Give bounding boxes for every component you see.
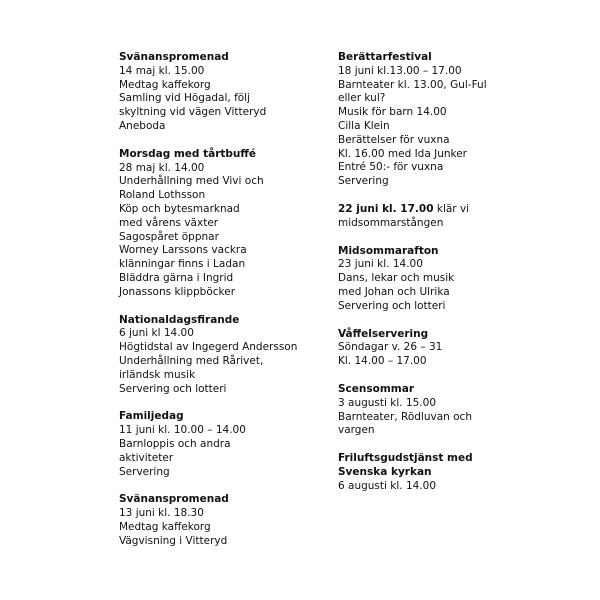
- event-midsommarstang: [338, 203, 568, 231]
- event-line: Barnloppis och andra: [119, 437, 231, 450]
- event-line: Högtidstal av Ingegerd Andersson: [119, 341, 298, 354]
- event-title: Friluftsgudstjänst med: [338, 452, 473, 465]
- event-line: eller kul?: [338, 92, 386, 105]
- event-line: aktiviteter: [119, 451, 174, 464]
- event-familjedag: [119, 410, 349, 479]
- event-scensommar: [338, 383, 568, 438]
- event-line: med vårens växter: [119, 216, 219, 229]
- event-line: irländsk musik: [119, 368, 196, 381]
- event-line: midsommarstången: [338, 216, 444, 229]
- event-line: 3 augusti kl. 15.00: [338, 396, 437, 409]
- event-line: 18 juni kl.13.00 – 17.00: [338, 64, 462, 77]
- event-line: Kl. 16.00 med Ida Junker: [338, 147, 467, 160]
- event-svananspromenad-juni: [119, 493, 349, 548]
- event-line: Bläddra gärna i Ingrid: [119, 271, 234, 284]
- event-line: Köp och bytesmarknad: [119, 202, 240, 215]
- event-title: Familjedag: [119, 410, 184, 423]
- event-title: Scensommar: [338, 382, 414, 395]
- event-line: 6 juni kl 14.00: [119, 327, 194, 340]
- event-line: Sagospåret öppnar: [119, 230, 219, 243]
- event-line: Jonassons klippböcker: [119, 285, 236, 298]
- event-title: Berättarfestival: [338, 51, 432, 63]
- event-title: Morsdag med tårtbuffé: [119, 147, 257, 160]
- event-line: 11 juni kl. 10.00 – 14.00: [119, 424, 246, 437]
- event-line: [338, 203, 568, 217]
- event-morsdag: [119, 148, 349, 300]
- event-line: Musik för barn 14.00: [338, 106, 447, 119]
- event-title: Nationaldagsfirande: [119, 313, 240, 326]
- event-line: Roland Lothsson: [119, 189, 206, 202]
- event-line: vargen: [338, 424, 375, 437]
- event-line: Underhållning med Rårivet,: [119, 354, 264, 367]
- event-line: Entré 50:- för vuxna: [338, 161, 444, 174]
- event-vaffelservering: [338, 328, 568, 369]
- event-line: Aneboda: [119, 119, 166, 132]
- event-title: Midsommarafton: [338, 244, 439, 257]
- event-line: Medtag kaffekorg: [119, 78, 211, 91]
- left-column: [119, 51, 349, 563]
- event-line: Servering: [338, 175, 389, 188]
- event-line: Samling vid Högadal, följ: [119, 92, 251, 105]
- event-line: Worney Larssons vackra: [119, 244, 247, 257]
- event-line: Medtag kaffekorg: [119, 520, 211, 533]
- event-line: Underhållning med Vivi och: [119, 175, 264, 188]
- event-line: 6 augusti kl. 14.00: [338, 479, 437, 492]
- event-line: skyltning vid vägen Vitteryd: [119, 106, 267, 119]
- event-line: Vägvisning i Vitteryd: [119, 534, 228, 547]
- event-line: 13 juni kl. 18.30: [119, 507, 204, 520]
- event-line: Servering: [119, 465, 170, 478]
- event-line: Servering och lotteri: [119, 382, 227, 395]
- event-berattarfestival: [338, 51, 568, 189]
- event-line: 28 maj kl. 14.00: [119, 161, 205, 174]
- event-title: Svänanspromenad: [119, 493, 229, 506]
- event-midsommarafton: [338, 245, 568, 314]
- event-line: Berättelser för vuxna: [338, 133, 450, 146]
- event-line: Servering och lotteri: [338, 299, 446, 312]
- event-nationaldag: [119, 314, 349, 397]
- event-title: Svenska kyrkan: [338, 465, 432, 478]
- event-line: Barnteater, Rödluvan och: [338, 410, 472, 423]
- event-text: klär vi: [436, 202, 470, 215]
- event-line: Söndagar v. 26 – 31: [338, 341, 443, 354]
- event-line: Barnteater kl. 13.00, Gul-Ful: [338, 78, 487, 91]
- event-line: 23 juni kl. 14.00: [338, 258, 423, 271]
- event-date-emphasis: 22 juni kl. 17.00: [338, 202, 434, 215]
- event-line: Cilla Klein: [338, 119, 390, 132]
- event-line: med Johan och Ulrika: [338, 285, 450, 298]
- event-title: Svänanspromenad: [119, 51, 229, 63]
- event-title: Våffelservering: [338, 327, 429, 340]
- event-line: 14 maj kl. 15.00: [119, 64, 205, 77]
- event-line: Kl. 14.00 – 17.00: [338, 355, 427, 368]
- event-svananspromenad-maj: [119, 51, 349, 134]
- right-column: [338, 51, 568, 508]
- event-line: Dans, lekar och musik: [338, 272, 455, 285]
- event-friluftsgudstjanst: [338, 452, 568, 493]
- event-line: klänningar finns i Ladan: [119, 258, 246, 271]
